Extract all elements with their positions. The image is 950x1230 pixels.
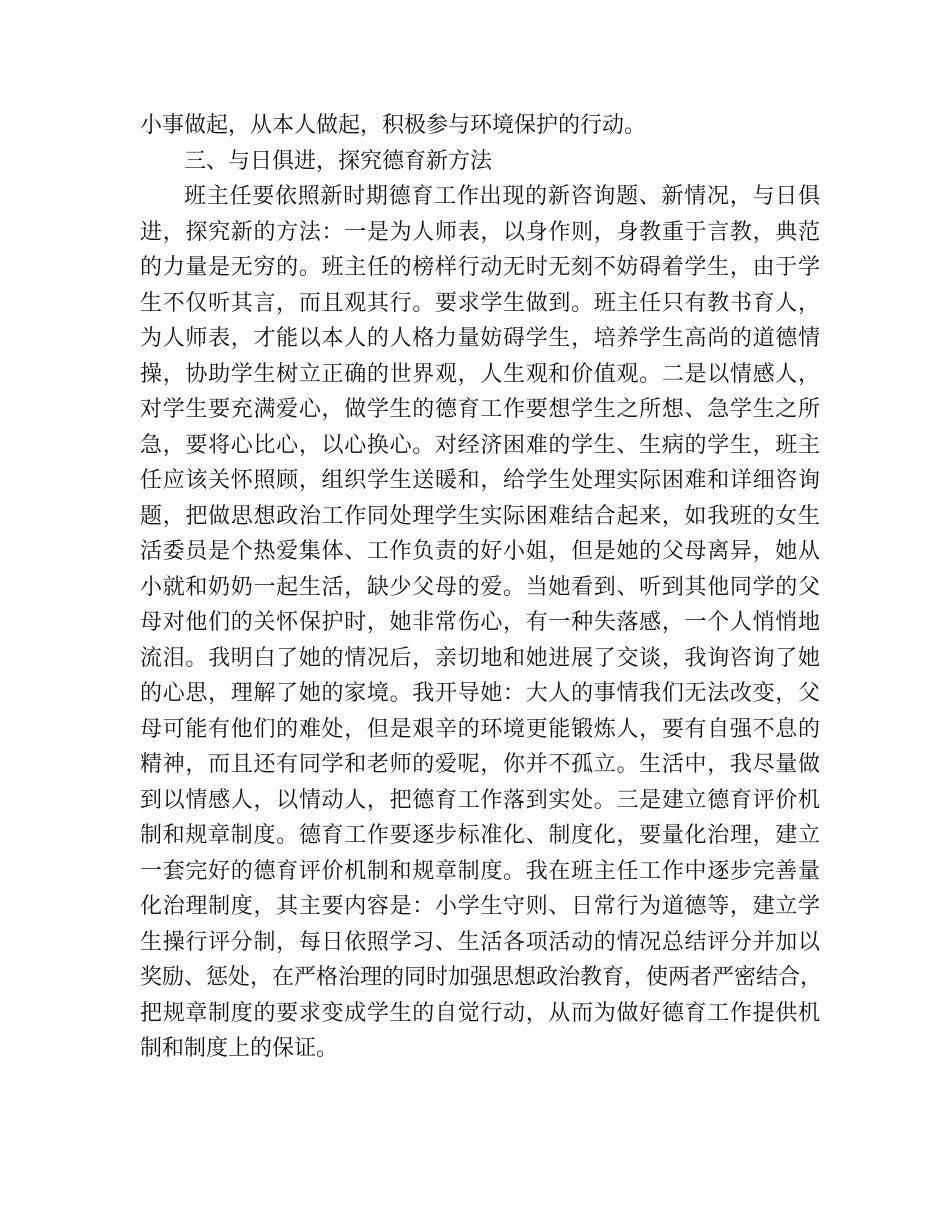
text-line: 把规章制度的要求变成学生的自觉行动，从而为做好德育工作提供机: [140, 1000, 820, 1026]
text-line: 母可能有他们的难处，但是艰辛的环境更能锻炼人，要有自强不息的: [140, 716, 820, 742]
text-line: 生不仅听其言，而且观其行。要求学生做到。班主任只有教书育人，: [140, 290, 820, 316]
text-line: 急，要将心比心，以心换心。对经济困难的学生、生病的学生，班主: [140, 432, 820, 458]
text-line: 为人师表，才能以本人的人格力量妨碍学生，培养学生高尚的道德情: [140, 326, 820, 351]
section-heading: 三、与日俱进，探究德育新方法: [184, 148, 493, 174]
text-line: 生操行评分制，每日依照学习、生活各项活动的情况总结评分并加以: [140, 929, 820, 955]
text-line: 一套完好的德育评价机制和规章制度。我在班主任工作中逐步完善量: [140, 858, 820, 884]
text-line: 任应该关怀照顾，组织学生送暖和，给学生处理实际困难和详细咨询: [140, 468, 820, 493]
text-line: 的力量是无穷的。班主任的榜样行动无时无刻不妨碍着学生，由于学: [140, 255, 820, 280]
text-line: 进，探究新的方法：一是为人师表，以身作则，身教重于言教，典范: [140, 219, 820, 245]
text-line: 操，协助学生树立正确的世界观，人生观和价值观。二是以情感人，: [140, 361, 820, 387]
text-line: 小事做起，从本人做起，积极参与环境保护的行动。: [140, 113, 647, 138]
text-line: 班主任要依照新时期德育工作出现的新咨询题、新情况，与日俱: [184, 184, 820, 209]
text-line: 母对他们的关怀保护时，她非常伤心，有一种失落感，一个人悄悄地: [140, 610, 820, 635]
text-line: 活委员是个热爱集体、工作负责的好小姐，但是她的父母离异，她从: [140, 539, 820, 564]
text-line: 流泪。我明白了她的情况后，亲切地和她进展了交谈，我询咨询了她: [140, 645, 820, 671]
text-line: 题，把做思想政治工作同处理学生实际困难结合起来，如我班的女生: [140, 503, 820, 529]
text-line: 的心思，理解了她的家境。我开导她：大人的事情我们无法改变，父: [140, 681, 820, 706]
text-line: 到以情感人，以情动人，把德育工作落到实处。三是建立德育评价机: [140, 787, 820, 813]
text-line: 精神，而且还有同学和老师的爱呢，你并不孤立。生活中，我尽量做: [140, 752, 820, 777]
text-line: 奖励、惩处，在严格治理的同时加强思想政治教育，使两者严密结合，: [140, 965, 823, 990]
text-line: 对学生要充满爱心，做学生的德育工作要想学生之所想、急学生之所: [140, 397, 820, 422]
text-line: 化治理制度，其主要内容是：小学生守则、日常行为道德等，建立学: [140, 894, 820, 919]
text-line: 制和制度上的保证。: [140, 1036, 339, 1061]
text-line: 小就和奶奶一起生活，缺少父母的爱。当她看到、听到其他同学的父: [140, 574, 820, 600]
text-line: 制和规章制度。德育工作要逐步标准化、制度化，要量化治理，建立: [140, 823, 820, 848]
body-text: [140, 108, 823, 1067]
